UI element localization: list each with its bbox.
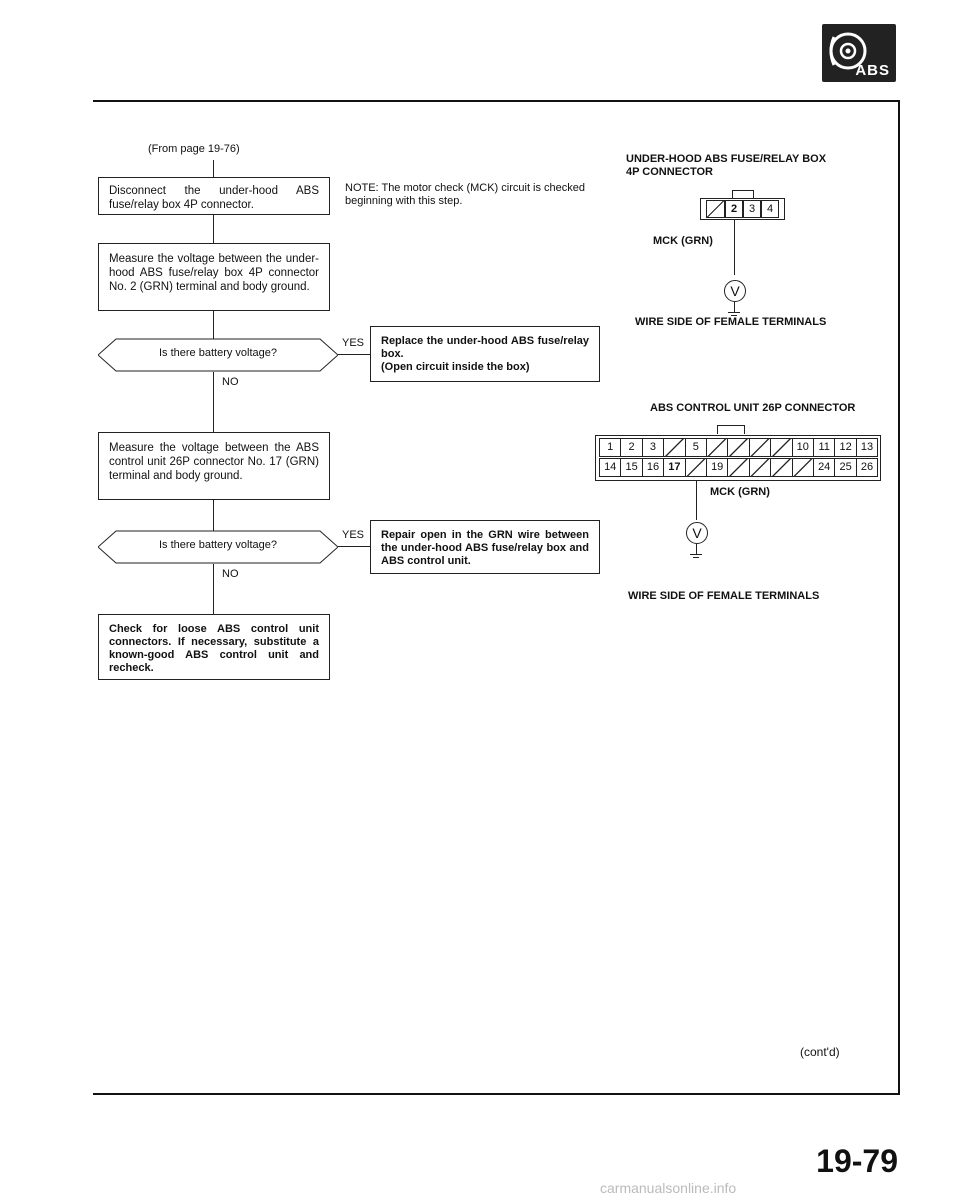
connector2-empty-cavity: [792, 458, 814, 477]
question-1: Is there battery voltage?: [158, 347, 277, 359]
connector2-empty-cavity: [770, 438, 792, 457]
connector1-diagram: [700, 190, 785, 226]
page-number: 19-79: [816, 1143, 898, 1179]
step-measure-26p-box: Measure the voltage between the ABS control unit 26P connector No. 17 (GRN) terminal and body ground.: [98, 432, 330, 500]
yes-label-2: YES: [342, 529, 365, 541]
bottom-rule: [93, 1093, 900, 1095]
connector1-title-line1: UNDER-HOOD ABS FUSE/RELAY BOX: [626, 153, 827, 165]
connector2-empty-cavity: [685, 458, 707, 477]
ground-icon: [693, 557, 699, 558]
ground-icon: [690, 554, 702, 555]
connector2-latch: [717, 425, 745, 434]
connector2-terminal: 14: [599, 458, 621, 477]
flow-line: [213, 500, 214, 531]
flow-line: [213, 311, 214, 339]
question-2: Is there battery voltage?: [158, 539, 277, 551]
connector2-terminal: 17: [663, 458, 685, 477]
connector2-terminal: 26: [856, 458, 878, 477]
voltmeter-icon: V: [686, 522, 708, 544]
voltmeter-icon: V: [724, 280, 746, 302]
ground-icon: [728, 312, 740, 313]
connector1-empty-cavity: [706, 200, 725, 218]
yes-connector: [338, 546, 370, 547]
connector2-terminal: 15: [620, 458, 642, 477]
flow-line: [213, 564, 214, 614]
connector1-terminal: 3: [743, 200, 761, 218]
no-label-2: NO: [222, 568, 239, 580]
step-check-loose-box: Check for loose ABS control unit connectors. If necessary, substitute a known-good ABS control unit and recheck.: [98, 614, 330, 680]
connector2-terminal: 19: [706, 458, 728, 477]
connector2-terminal: 12: [834, 438, 856, 457]
connector2-terminal: 1: [599, 438, 621, 457]
connector2-terminal: 3: [642, 438, 664, 457]
step-disconnect-box: Disconnect the under-hood ABS fuse/relay box 4P connector.: [98, 177, 330, 215]
result-replace-text: Replace the under-hood ABS fuse/relay box.: [381, 335, 589, 360]
connector2-diagram: [595, 425, 881, 483]
connector2-terminal: 24: [813, 458, 835, 477]
continued-text: (cont'd): [800, 1045, 840, 1059]
yes-connector: [338, 354, 370, 355]
connector2-empty-cavity: [749, 438, 771, 457]
probe-wire-2: [696, 480, 697, 520]
connector2-wire-label: MCK (GRN): [710, 486, 770, 498]
connector2-empty-cavity: [727, 458, 749, 477]
from-page-text: (From page 19-76): [148, 143, 240, 155]
flow-line: [213, 372, 214, 432]
connector2-empty-cavity: [706, 438, 728, 457]
abs-section-badge: [822, 24, 896, 82]
connector1-caption: WIRE SIDE OF FEMALE TERMINALS: [635, 316, 827, 328]
note-text: NOTE: The motor check (MCK) circuit is checked beginning with this step.: [345, 182, 586, 207]
connector2-empty-cavity: [770, 458, 792, 477]
flow-line: [213, 160, 214, 178]
step-measure-4p-box: Measure the voltage between the under-hood ABS fuse/relay box 4P connector No. 2 (GRN) terminal and body ground.: [98, 243, 330, 311]
connector2-terminal: 11: [813, 438, 835, 457]
connector2-terminal: 25: [834, 458, 856, 477]
connector2-terminal: 13: [856, 438, 878, 457]
top-rule: [93, 100, 900, 102]
result-replace-box: [370, 326, 600, 382]
connector2-terminal: 16: [642, 458, 664, 477]
connector2-empty-cavity: [663, 438, 685, 457]
ground-lead-2: [696, 544, 697, 554]
watermark: carmanualsonline.info: [600, 1180, 737, 1196]
connector2-empty-cavity: [727, 438, 749, 457]
connector1-wire-label: MCK (GRN): [653, 235, 713, 247]
connector1-terminal: 4: [761, 200, 779, 218]
connector2-caption: WIRE SIDE OF FEMALE TERMINALS: [628, 590, 820, 602]
connector2-terminal: 10: [792, 438, 814, 457]
connector2-terminal: 2: [620, 438, 642, 457]
connector2-title: ABS CONTROL UNIT 26P CONNECTOR: [650, 402, 856, 414]
probe-wire-1: [734, 220, 735, 275]
no-label-1: NO: [222, 376, 239, 388]
yes-label-1: YES: [342, 337, 365, 349]
connector1-terminal: 2: [725, 200, 743, 218]
ground-lead-1: [734, 302, 735, 312]
badge-label: ABS: [855, 62, 890, 79]
result-repair-box: Repair open in the GRN wire between the under-hood ABS fuse/relay box and ABS control unit.: [370, 520, 600, 574]
result-replace-note: (Open circuit inside the box): [381, 361, 530, 373]
flow-line: [213, 215, 214, 243]
connector1-title-line2: 4P CONNECTOR: [626, 166, 714, 178]
right-rule: [898, 100, 900, 1095]
connector2-empty-cavity: [749, 458, 771, 477]
connector2-terminal: 5: [685, 438, 707, 457]
